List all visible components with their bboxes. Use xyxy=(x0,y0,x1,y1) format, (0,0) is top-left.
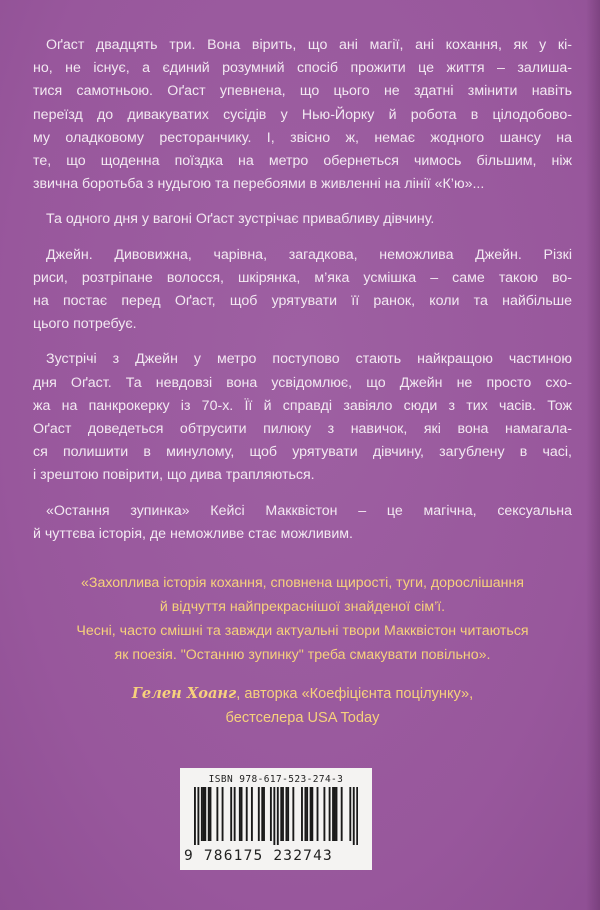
text-line: Оґаст двадцять три. Вона вірить, що ані магії, ані кохання, як у кі- xyxy=(46,37,572,53)
barcode-bars xyxy=(194,787,358,845)
barcode-bar xyxy=(261,787,263,841)
text-line: на постає перед Оґаст, щоб урятувати її ранок, коли та найбільше xyxy=(33,293,572,310)
barcode-bar xyxy=(287,787,289,841)
text-line: Джейн. Дивовижна, чарівна, загадкова, неможлива Джейн. Різкі xyxy=(46,246,572,263)
barcode-bar xyxy=(216,787,218,841)
text-line: переїзд до дивакуватих сусідів у Нью-Йорку й робота в цілодобово- xyxy=(33,106,572,123)
barcode-bar xyxy=(197,787,199,845)
text-line: но, не існує, а єдиний розумний спосіб прожити це життя – залиша- xyxy=(33,60,572,77)
barcode-bar xyxy=(194,787,196,845)
barcode-bar xyxy=(356,787,358,845)
reviewer-role: , авторка «Коефіцієнта поцілунку», xyxy=(236,686,474,702)
barcode-bar xyxy=(251,787,253,841)
barcode-bar xyxy=(241,787,243,841)
barcode-bar xyxy=(341,787,343,841)
review-attribution xyxy=(33,682,572,730)
text-line: звична боротьба з нудьгою та перебоями в живленні на лінії «К’ю»... xyxy=(33,176,485,193)
attribution-line-1 xyxy=(33,682,572,706)
barcode-bar xyxy=(336,787,338,841)
barcode-bar xyxy=(239,787,241,841)
text-line: те, що щоденна поїздка на метро обернеться чимось більшим, ніж xyxy=(33,153,572,170)
description-paragraph xyxy=(33,244,572,337)
text-line: тися самотньою. Оґаст упевнена, що цього не здатні змінити навіть xyxy=(33,83,572,100)
description-paragraph xyxy=(33,500,572,546)
barcode-bar xyxy=(273,787,275,845)
barcode-bar xyxy=(204,787,206,841)
barcode-bar xyxy=(282,787,284,841)
text-line: цього потребує. xyxy=(33,316,137,333)
barcode-bar xyxy=(329,787,331,841)
barcode-bar xyxy=(353,787,355,845)
reviewer-name: Гелен Хоанг xyxy=(131,685,237,702)
isbn-text: ISBN 978-617-523-274-3 xyxy=(208,774,344,785)
quote-line: як поезія. "Останню зупинку" треба смакувати повільно». xyxy=(114,647,491,663)
text-line: Зустрічі з Джейн у метро поступово стають найкращою частиною xyxy=(46,351,572,368)
description-paragraph xyxy=(33,348,572,487)
barcode-bar xyxy=(334,787,336,841)
barcode-digits: 9 786175 232743 xyxy=(184,848,333,864)
text-line: Оґаст доведеться обтрусити пилюку з навичок, які вона намагала- xyxy=(33,421,572,438)
text-line: «Остання зупинка» Кейсі Макквістон – це магічна, сексуальна xyxy=(46,502,572,519)
quote-line: Чесні, часто смішні та завжди актуальні твори Макквістон читаються xyxy=(76,623,529,639)
barcode-bar xyxy=(258,787,260,841)
text-line: жа на панкрокерку із 70-х. Її й справді завіяло сюди з тих часів. Тож xyxy=(33,397,572,414)
barcode-bar xyxy=(210,787,212,841)
text-line: й чуттєва історія, де неможливе стає можливим. xyxy=(33,525,353,542)
text-line: дня Оґаст. Та невдовзі вона усвідомлює, що Джейн не просто схо- xyxy=(33,374,572,391)
quote-line: «Захоплива історія кохання, сповнена щирості, туги, дорослішання xyxy=(80,575,524,591)
barcode-bar xyxy=(234,787,236,841)
barcode-bar xyxy=(306,787,308,841)
attribution-line-2: бестселера USA Today xyxy=(225,710,380,726)
barcode-bar xyxy=(332,787,334,841)
text-line: му оладковому ресторанчику. І, звісно ж, немає жодного шансу на xyxy=(33,129,572,146)
description-paragraph xyxy=(33,34,572,196)
barcode-bar xyxy=(349,787,351,841)
barcode-label xyxy=(180,768,372,870)
barcode-bar xyxy=(285,787,287,841)
barcode-bar xyxy=(317,787,319,841)
barcode-bar xyxy=(203,787,205,841)
barcode-bar xyxy=(230,787,232,841)
text-line: ся полишити в минулому, щоб урятувати дівчину, загублену в часі, xyxy=(33,444,572,461)
barcode-bar xyxy=(222,787,224,841)
review-quote xyxy=(33,571,572,667)
text-line: риси, розтріпане волосся, шкірянка, м’яка усмішка – саме такою во- xyxy=(33,269,572,286)
barcode-bar xyxy=(280,787,282,841)
barcode-bar xyxy=(270,787,272,841)
text-line: і зрештою повірити, що дива трапляються. xyxy=(33,467,315,484)
book-description xyxy=(33,34,572,558)
barcode-bar xyxy=(310,787,312,841)
barcode-bar xyxy=(304,787,306,841)
barcode-bar xyxy=(277,787,279,845)
description-paragraph xyxy=(33,208,572,231)
text-line: Та одного дня у вагоні Оґаст зустрічає привабливу дівчину. xyxy=(46,211,435,228)
barcode-bar xyxy=(311,787,313,841)
barcode-bar xyxy=(263,787,265,841)
barcode-bar xyxy=(246,787,248,841)
barcode-bar xyxy=(301,787,303,841)
barcode-bar xyxy=(201,787,203,841)
cover-edge-shadow xyxy=(586,0,600,910)
quote-line: й відчуття найпрекраснішої знайденої сім’ї. xyxy=(159,599,446,615)
barcode-bar xyxy=(323,787,325,841)
barcode-bar xyxy=(292,787,294,841)
barcode-bar xyxy=(208,787,210,841)
